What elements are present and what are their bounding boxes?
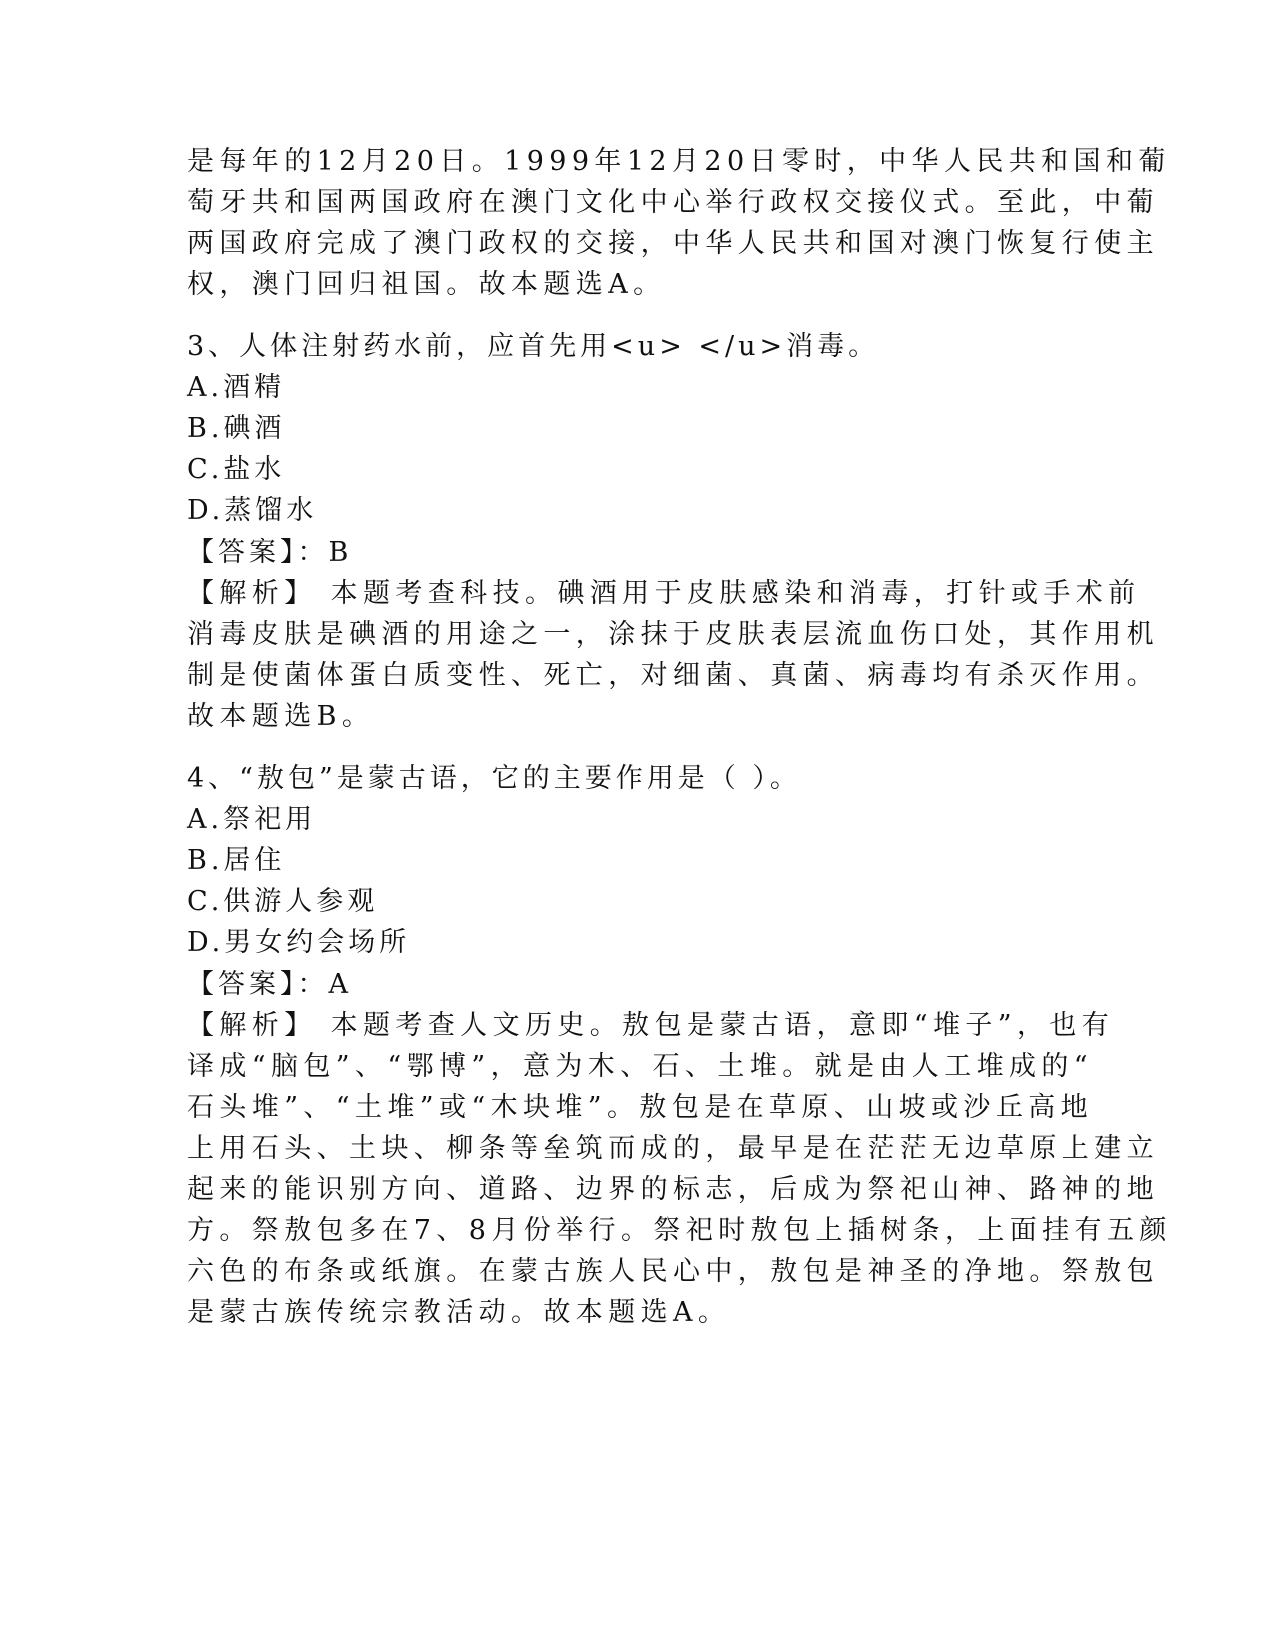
q2-explanation-line: 权，澳门回归祖国。故本题选A。 bbox=[187, 269, 666, 300]
q3-answer: 【答案】：B bbox=[187, 537, 353, 568]
q4-explanation-line: 是蒙古族传统宗教活动。故本题选A。 bbox=[187, 1297, 731, 1328]
q3-explanation-line: 【解析】 本题考查科技。碘酒用于皮肤感染和消毒，打针或手术前 bbox=[187, 578, 1141, 609]
q3-option-a: A.酒精 bbox=[187, 372, 286, 403]
q4-explanation-line: 六色的布条或纸旗。在蒙古族人民心中，敖包是神圣的净地。祭敖包 bbox=[187, 1256, 1159, 1287]
q3-option-c: C.盐水 bbox=[187, 454, 286, 485]
q2-explanation-line: 萄牙共和国两国政府在澳门文化中心举行政权交接仪式。至此，中葡 bbox=[187, 187, 1159, 218]
q3-option-b: B.碘酒 bbox=[187, 413, 286, 444]
q4-stem: 4、“敖包”是蒙古语，它的主要作用是（ ）。 bbox=[187, 763, 801, 794]
q3-explanation-line: 消毒皮肤是碘酒的用途之一，涂抹于皮肤表层流血伤口处，其作用机 bbox=[187, 619, 1159, 650]
q2-explanation-line: 是每年的12月20日。1999年12月20日零时，中华人民共和国和葡 bbox=[187, 146, 1171, 177]
q4-option-d: D.男女约会场所 bbox=[187, 927, 411, 958]
q4-explanation-line: 【解析】 本题考查人文历史。敖包是蒙古语，意即“堆子”，也有 bbox=[187, 1010, 1115, 1041]
q3-stem: 3、人体注射药水前，应首先用<u> </u>消毒。 bbox=[187, 331, 880, 362]
q3-option-d: D.蒸馏水 bbox=[187, 495, 318, 526]
q2-explanation-line: 两国政府完成了澳门政权的交接，中华人民共和国对澳门恢复行使主 bbox=[187, 228, 1159, 259]
q4-explanation-line: 起来的能识别方向、道路、边界的标志，后成为祭祀山神、路神的地 bbox=[187, 1174, 1159, 1205]
q4-option-a: A.祭祀用 bbox=[187, 804, 317, 835]
q4-explanation-line: 方。祭敖包多在7、8月份举行。祭祀时敖包上插树条，上面挂有五颜 bbox=[187, 1215, 1172, 1246]
q4-option-b: B.居住 bbox=[187, 845, 286, 876]
q4-answer: 【答案】：A bbox=[187, 969, 352, 1000]
q4-option-c: C.供游人参观 bbox=[187, 886, 379, 917]
q4-explanation-line: 上用石头、土块、柳条等垒筑而成的，最早是在茫茫无边草原上建立 bbox=[187, 1133, 1159, 1164]
q3-explanation-line: 制是使菌体蛋白质变性、死亡，对细菌、真菌、病毒均有杀灭作用。 bbox=[187, 660, 1159, 691]
q4-explanation-line: 译成“脑包”、“鄂博”，意为木、石、土堆。就是由人工堆成的“ bbox=[187, 1051, 1094, 1082]
q4-explanation-line: 石头堆”、“土堆”或“木块堆”。敖包是在草原、山坡或沙丘高地 bbox=[187, 1092, 1094, 1123]
q3-explanation-line: 故本题选B。 bbox=[187, 701, 375, 732]
